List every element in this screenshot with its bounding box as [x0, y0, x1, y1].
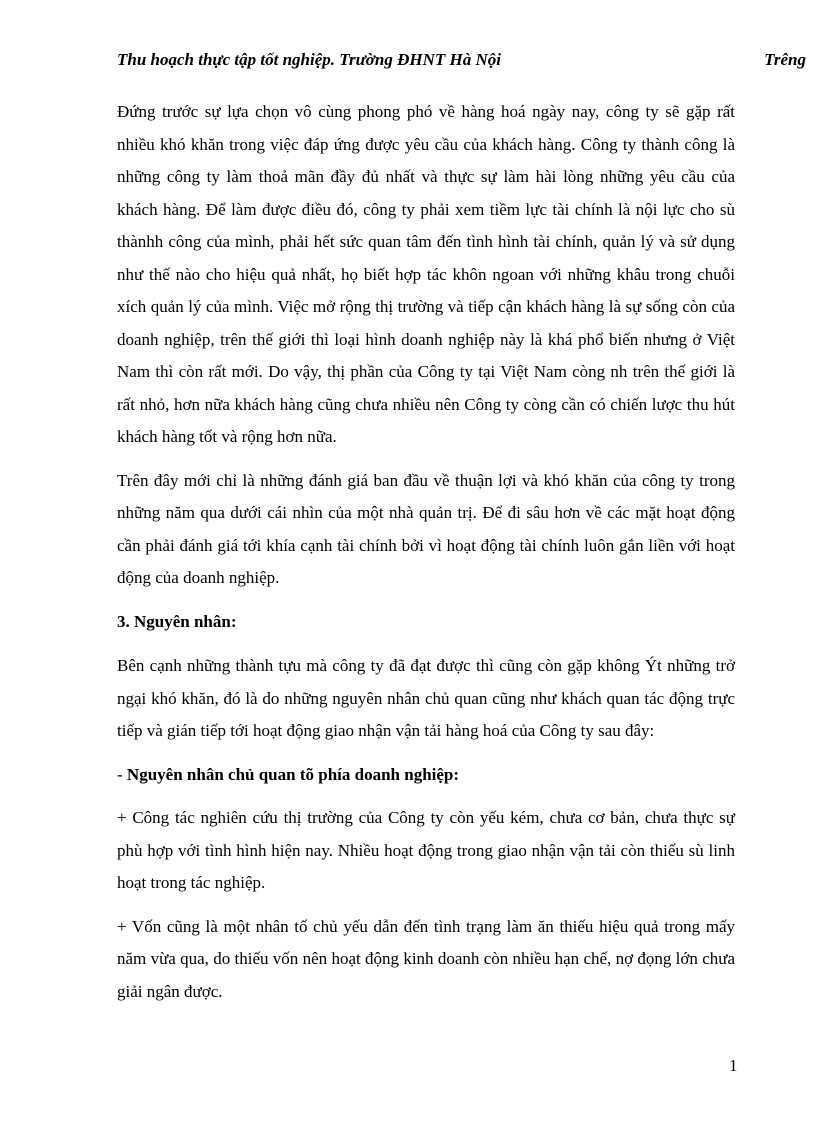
- subheading-dash: -: [117, 764, 127, 784]
- paragraph-1: Đứng trước sự lựa chọn vô cùng phong phó về hàng hoá ngày nay, công ty sẽ gặp rất nhiều khó khăn trong việc đáp ứng được yêu cầu của khách hàng. Công ty thành công là những công ty làm thoả mãn đầy đủ nhất và thực sự làm hài lòng những yêu cầu của khách hàng. Để làm được điều đó, công ty phải xem tiềm lực tài chính là nội lực cho sù thànhh công của mình, phải hết sức quan tâm đến tình hình tài chính, quản lý và sử dụng như thế nào cho hiệu quả nhất, họ biết hợp tác khôn ngoan với những khâu trong chuỗi xích quản lý của mình. Việc mở rộng thị trường và tiếp cận khách hàng là sự sống còn của doanh nghiệp, trên thế giới thì loại hình doanh nghiệp này là khá phổ biến nhưng ở Việt Nam thì còn rất mới. Do vậy, thị phần của Công ty tại Việt Nam còng nh trên thế giới là rất nhỏ, hơn nữa khách hàng cũng chưa nhiều nên Công ty còng cần có chiến lược thu hút khách hàng tốt và rộng hơn nữa.: [117, 102, 735, 446]
- section-heading-3: 3. Nguyên nhân:: [117, 611, 237, 631]
- header-right-text: Trêng: [764, 50, 806, 69]
- page-number: 1: [729, 1056, 738, 1075]
- paragraph-3: Bên cạnh những thành tựu mà công ty đã đạt được thì cũng còn gặp không Ýt những trở ngại khó khăn, đó là do những nguyên nhân chủ quan cũng như khách quan tác động trực tiếp và gián tiếp tới hoạt động giao nhận vận tải hàng hoá của Công ty sau đây:: [117, 656, 735, 740]
- subheading-text: Nguyên nhân chủ quan tõ phía doanh nghiệp:: [126, 764, 460, 784]
- bullet-item-1: + Công tác nghiên cứu thị trường của Công ty còn yếu kém, chưa cơ bản, chưa thực sự phù hợp với tình hình hiện nay. Nhiều hoạt động trong giao nhận vận tải còn thiếu sù linh hoạt trong tác nghiệp.: [117, 808, 735, 892]
- document-body: [117, 96, 735, 1019]
- bullet-item-2: + Vốn cũng là một nhân tố chủ yếu dẫn đến tình trạng làm ăn thiếu hiệu quả trong mấy năm vừa qua, do thiếu vốn nên hoạt động kinh doanh còn nhiều hạn chế, nợ đọng lớn chưa giải ngân được.: [117, 916, 735, 1001]
- header-title: Thu hoạch thực tập tốt nghiệp. Trường ĐHNT Hà Nội: [117, 50, 502, 69]
- page-header: [117, 46, 806, 74]
- subheading-subjective-causes: [117, 759, 735, 792]
- paragraph-2: Trên đây mới chỉ là những đánh giá ban đầu về thuận lợi và khó khăn của công ty trong những năm qua dưới cái nhìn của một nhà quản trị. Để đi sâu hơn về các mặt hoạt động cần phải đánh giá tới khía cạnh tài chính bởi vì hoạt động tài chính luôn gắn liền với hoạt động của doanh nghiệp.: [117, 470, 735, 587]
